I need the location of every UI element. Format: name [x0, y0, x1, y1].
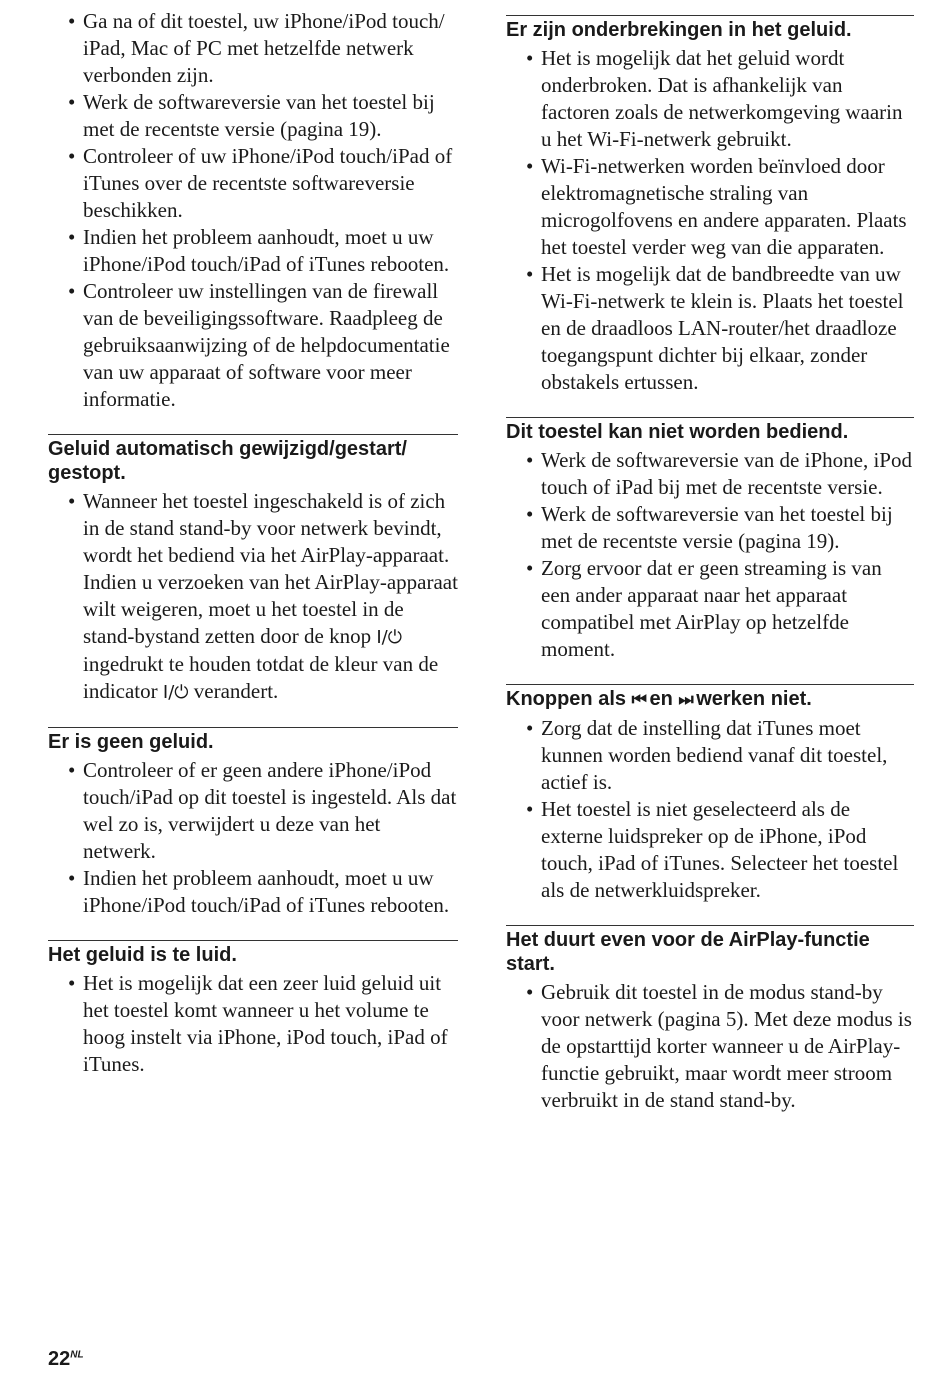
section-heading: Het duurt even voor de AirPlay-functie start.: [506, 925, 914, 976]
section-list: [506, 447, 914, 663]
list-item: • Controleer of uw iPhone/iPod touch/iPad of iTunes over de recentste softwareversie beschikken.: [68, 144, 453, 222]
section-knoppen: [506, 684, 914, 904]
page-number: $22^{NL}$: [48, 1348, 84, 1370]
section-geen-geluid: [48, 727, 458, 919]
section-heading: Dit toestel kan niet worden bediend.: [506, 417, 914, 444]
left-column: [48, 0, 458, 1078]
section-onderbrekingen: [506, 15, 914, 396]
power-icon: I/⏻: [376, 627, 402, 648]
next-track-icon: ⏭: [678, 690, 691, 710]
list-item: • Controleer of er geen andere iPhone/iPod touch/iPad op dit toestel is ingesteld. Als dat wel zo is, verwijdert u deze van het netwerk.: [68, 758, 457, 863]
list-item: • Indien het probleem aanhoudt, moet u uw iPhone/iPod touch/iPad of iTunes rebooten.: [68, 225, 450, 276]
section-te-luid: [48, 940, 458, 1078]
list-item: • Het is mogelijk dat de bandbreedte van uw Wi-Fi-netwerk te klein is. Plaats het toestel en de draadloos LAN-router/het draadloze toegangspunt dichter bij elkaar, zonder obstakels ertussen.: [526, 262, 904, 394]
list-item: • Werk de softwareversie van het toestel bij met de recentste versie (pagina 19).: [68, 90, 435, 141]
section-heading: Er is geen geluid.: [48, 727, 458, 754]
list-item: • Controleer uw instellingen van de firewall van de beveiligingssoftware. Raadpleeg de gebruiksaanwijzing of de helpdocumentatie van uw apparaat of software voor meer informatie.: [68, 279, 450, 411]
section-list: [506, 45, 914, 396]
section-airplay-start: [506, 925, 914, 1114]
list-item: • Ga na of dit toestel, uw iPhone/iPod touch/ iPad, Mac of PC met hetzelfde netwerk verbonden zijn.: [68, 9, 445, 87]
list-item: • Het is mogelijk dat een zeer luid geluid uit het toestel komt wanneer u het volume te hoog instelt via iPhone, iPod touch, iPad of iTunes.: [68, 971, 448, 1076]
list-item: • Werk de softwareversie van de iPhone, iPod touch of iPad bij met de recentste versie.: [526, 448, 912, 499]
list-item: • Zorg ervoor dat er geen streaming is van een ander apparaat naar het apparaat compatibel met AirPlay op hetzelfde moment.: [526, 556, 882, 661]
section-list: [48, 757, 458, 919]
section-list: [506, 715, 914, 904]
list-item: • Wi-Fi-netwerken worden beïnvloed door elektromagnetische straling van microgolfovens en andere apparaten. Plaats het toestel verder weg van die apparaten.: [526, 154, 907, 259]
section-niet-bediend: [506, 417, 914, 663]
list-item: • Het toestel is niet geselecteerd als de externe luidspreker op de iPhone, iPod touch, iPad of iTunes. Selecteer het toestel als de netwerkluidspreker.: [526, 797, 899, 902]
section-list: [506, 979, 914, 1114]
list-item: • Gebruik dit toestel in de modus stand-by voor netwerk (pagina 5). Met deze modus is de opstarttijd korter wanneer u de AirPlay-functie gebruikt, maar wordt meer stroom verbruikt in de stand stand-by.: [526, 980, 912, 1112]
list-item: • Zorg dat de instelling dat iTunes moet kunnen worden bediend vanaf dit toestel, actief is.: [526, 716, 888, 794]
list-item: • Werk de softwareversie van het toestel bij met de recentste versie (pagina 19).: [526, 502, 893, 553]
section-geluid-automatisch: [48, 434, 458, 706]
section-heading: Het geluid is te luid.: [48, 940, 458, 967]
language-code: NL: [70, 1349, 84, 1361]
previous-track-icon: ⏮: [631, 690, 644, 710]
section-heading: Geluid automatisch gewijzigd/gestart/ gestopt.: [48, 434, 458, 485]
section-heading: Knoppen als ⏮ en ⏭ werken niet.: [506, 684, 914, 712]
list-item: • Indien het probleem aanhoudt, moet u uw iPhone/iPod touch/iPad of iTunes rebooten.: [68, 866, 450, 917]
section-list: [48, 970, 458, 1078]
list-item: • Het is mogelijk dat het geluid wordt onderbroken. Dat is afhankelijk van factoren zoals de netwerkomgeving waarin u het Wi-Fi-netwerk gebruikt.: [526, 46, 903, 151]
intro-list: [48, 8, 458, 413]
power-icon: I/⏻: [162, 682, 189, 703]
list-item: • Wanneer het toestel ingeschakeld is of zich in de stand stand-by voor netwerk bevindt, wordt het bediend via het AirPlay-apparaat. Indien u verzoeken van het AirPlay-apparaat wilt weigeren, moet u het toestel in de stand-bystand zetten door de knop I/⏻ ingedrukt te houden totdat de kleur van de indicator I/⏻ verandert.: [68, 489, 458, 703]
right-column: [506, 0, 914, 1114]
section-heading: Er zijn onderbrekingen in het geluid.: [506, 15, 914, 42]
section-list: [48, 488, 458, 706]
